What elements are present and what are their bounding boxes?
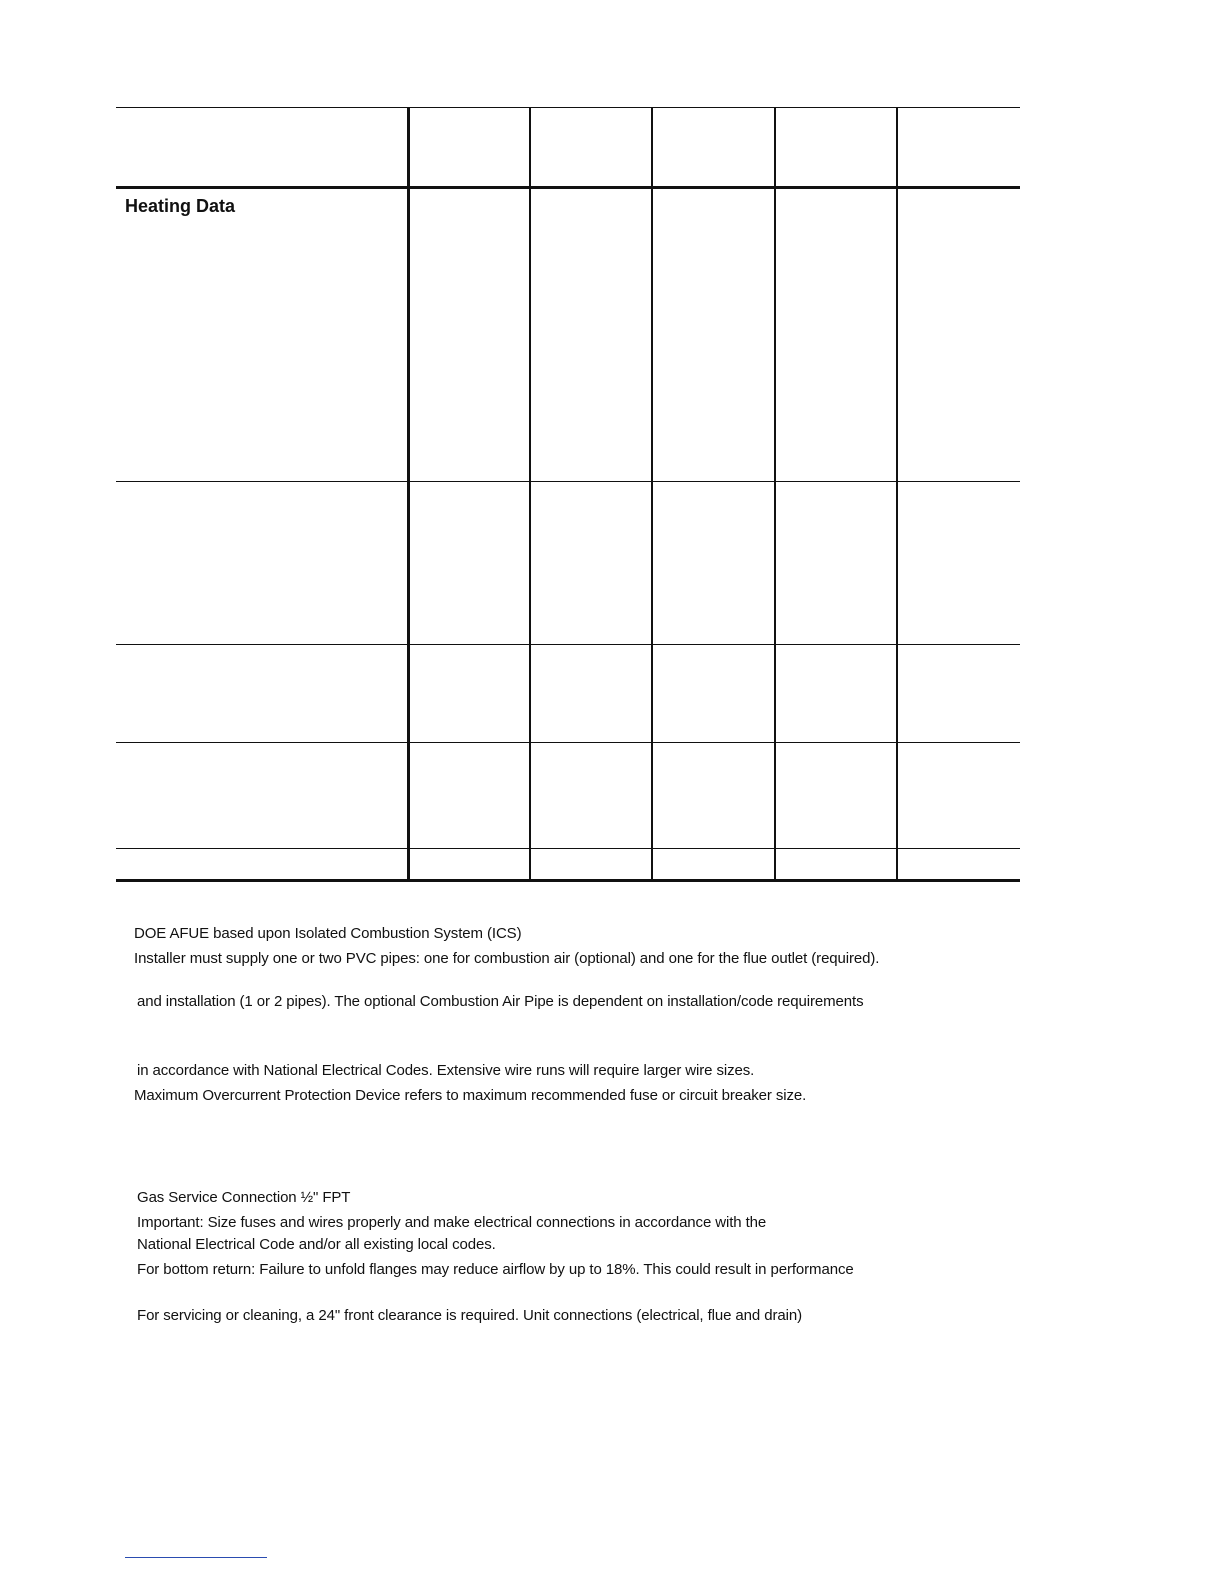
table-column-divider <box>529 108 531 882</box>
table-row-divider <box>116 742 1020 743</box>
table-column-divider <box>407 108 410 882</box>
footer-rule <box>125 1557 267 1558</box>
table-bottom-border <box>116 879 1020 882</box>
table-row-divider <box>116 848 1020 849</box>
footnote-afue: DOE AFUE based upon Isolated Combustion System (ICS) <box>134 925 522 942</box>
footnote-overcurrent: Maximum Overcurrent Protection Device refers to maximum recommended fuse or circuit breaker size. <box>134 1087 807 1104</box>
footnote-bottom-return: For bottom return: Failure to unfold flanges may reduce airflow by up to 18%. This could result in performance <box>137 1261 854 1278</box>
table-row-divider <box>116 481 1020 482</box>
footnote-local-codes: National Electrical Code and/or all existing local codes. <box>137 1236 496 1253</box>
footnote-electrical-codes: in accordance with National Electrical Codes. Extensive wire runs will require larger wire sizes. <box>137 1062 755 1079</box>
table-header-divider <box>116 186 1020 189</box>
table-column-divider <box>896 108 898 882</box>
table-top-border <box>116 107 1020 108</box>
table-column-divider <box>774 108 776 882</box>
footnote-installation: and installation (1 or 2 pipes). The optional Combustion Air Pipe is dependent on installation/code requirements <box>137 993 864 1010</box>
table-column-divider <box>651 108 653 882</box>
footnote-gas-connection: Gas Service Connection ½" FPT <box>137 1189 351 1206</box>
footnote-servicing: For servicing or cleaning, a 24" front clearance is required. Unit connections (electrical, flue and drain) <box>137 1307 802 1324</box>
table-row-divider <box>116 644 1020 645</box>
heating-data-heading: Heating Data <box>125 196 236 216</box>
footnote-important: Important: Size fuses and wires properly and make electrical connections in accordance with the <box>137 1214 767 1231</box>
footnote-pvc-pipes: Installer must supply one or two PVC pipes: one for combustion air (optional) and one for the flue outlet (required). <box>134 950 880 967</box>
